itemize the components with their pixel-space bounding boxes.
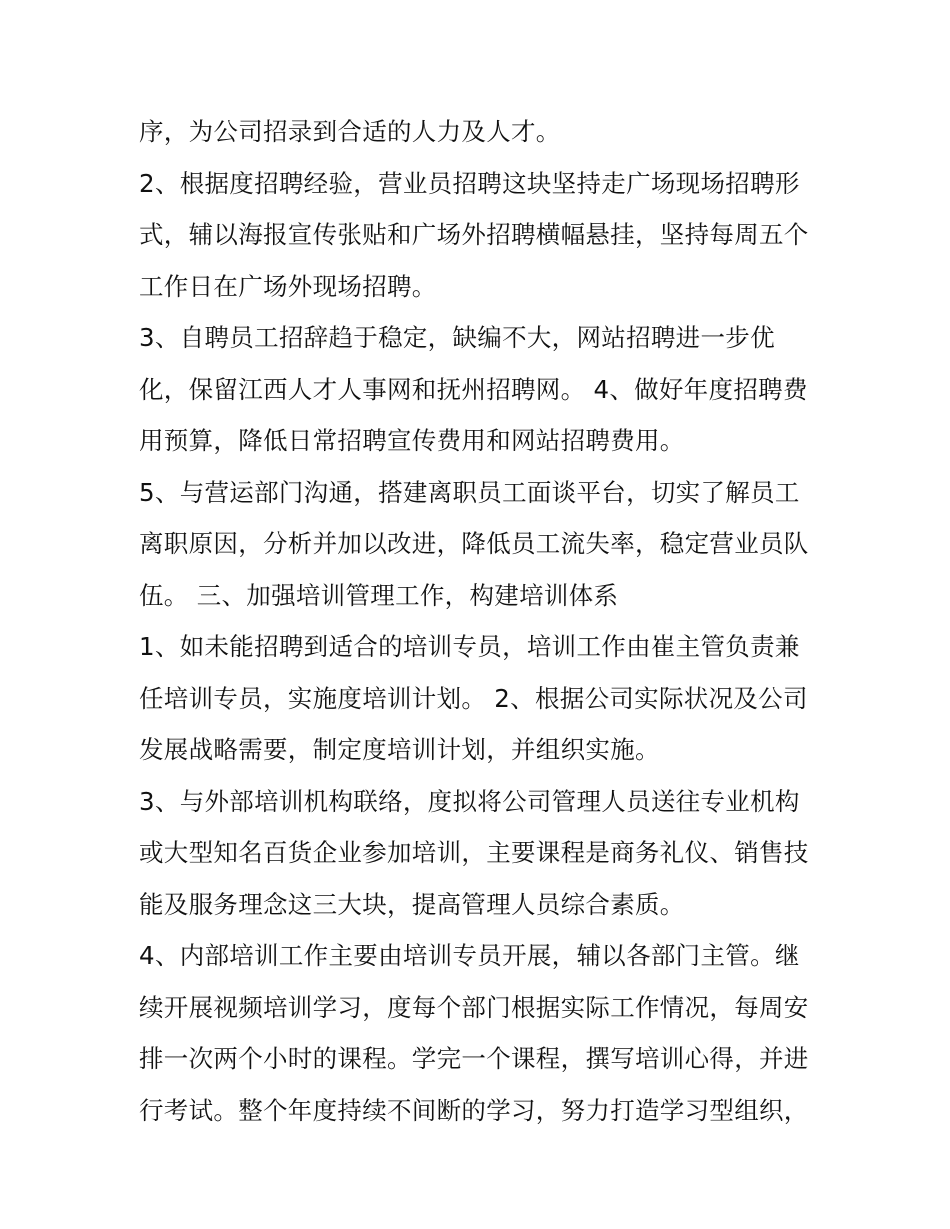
text-line: 4、内部培训工作主要由培训专员开展，辅以各部门主管。继 [139, 941, 800, 970]
text-line: 发展战略需要，制定度培训计划，并组织实施。 [139, 735, 660, 764]
text-line: 式，辅以海报宣传张贴和广场外招聘横幅悬挂，坚持每周五个 [139, 220, 809, 249]
text-line: 用预算，降低日常招聘宣传费用和网站招聘费用。 [139, 426, 685, 455]
text-line: 任培训专员，实施度培训计划。 2、根据公司实际状况及公司 [139, 683, 808, 713]
text-line: 3、自聘员工招辞趋于稳定，缺编不大，网站招聘进一步优 [139, 323, 775, 352]
text-line: 伍。 三、加强培训管理工作，构建培训体系 [139, 580, 619, 610]
text-line: 3、与外部培训机构联络，度拟将公司管理人员送往专业机构 [139, 786, 800, 816]
text-line: 或大型知名百货企业参加培训，主要课程是商务礼仪、销售技 [139, 838, 809, 867]
text-line: 工作日在广场外现场招聘。 [139, 271, 437, 301]
body-text [139, 106, 819, 1136]
text-line: 排一次两个小时的课程。学完一个课程，撰写培训心得，并进 [139, 1044, 809, 1073]
text-line: 能及服务理念这三大块，提高管理人员综合素质。 [139, 889, 685, 919]
text-line: 1、如未能招聘到适合的培训专员，培训工作由崔主管负责兼 [139, 632, 800, 661]
text-line: 5、与营运部门沟通，搭建离职员工面谈平台，切实了解员工 [139, 477, 800, 507]
text-line: 2、根据度招聘经验，营业员招聘这块坚持走广场现场招聘形 [139, 168, 800, 198]
text-line: 续开展视频培训学习，度每个部门根据实际工作情况，每周安 [139, 992, 809, 1022]
text-line: 序，为公司招录到合适的人力及人才。 [139, 117, 561, 146]
text-line: 离职原因，分析并加以改进，降低员工流失率，稳定营业员队 [139, 529, 809, 558]
text-line: 化，保留江西人才人事网和抚州招聘网。 4、做好年度招聘费 [139, 374, 808, 404]
text-line: 行考试。整个年度持续不间断的学习，努力打造学习型组织， [139, 1095, 809, 1125]
